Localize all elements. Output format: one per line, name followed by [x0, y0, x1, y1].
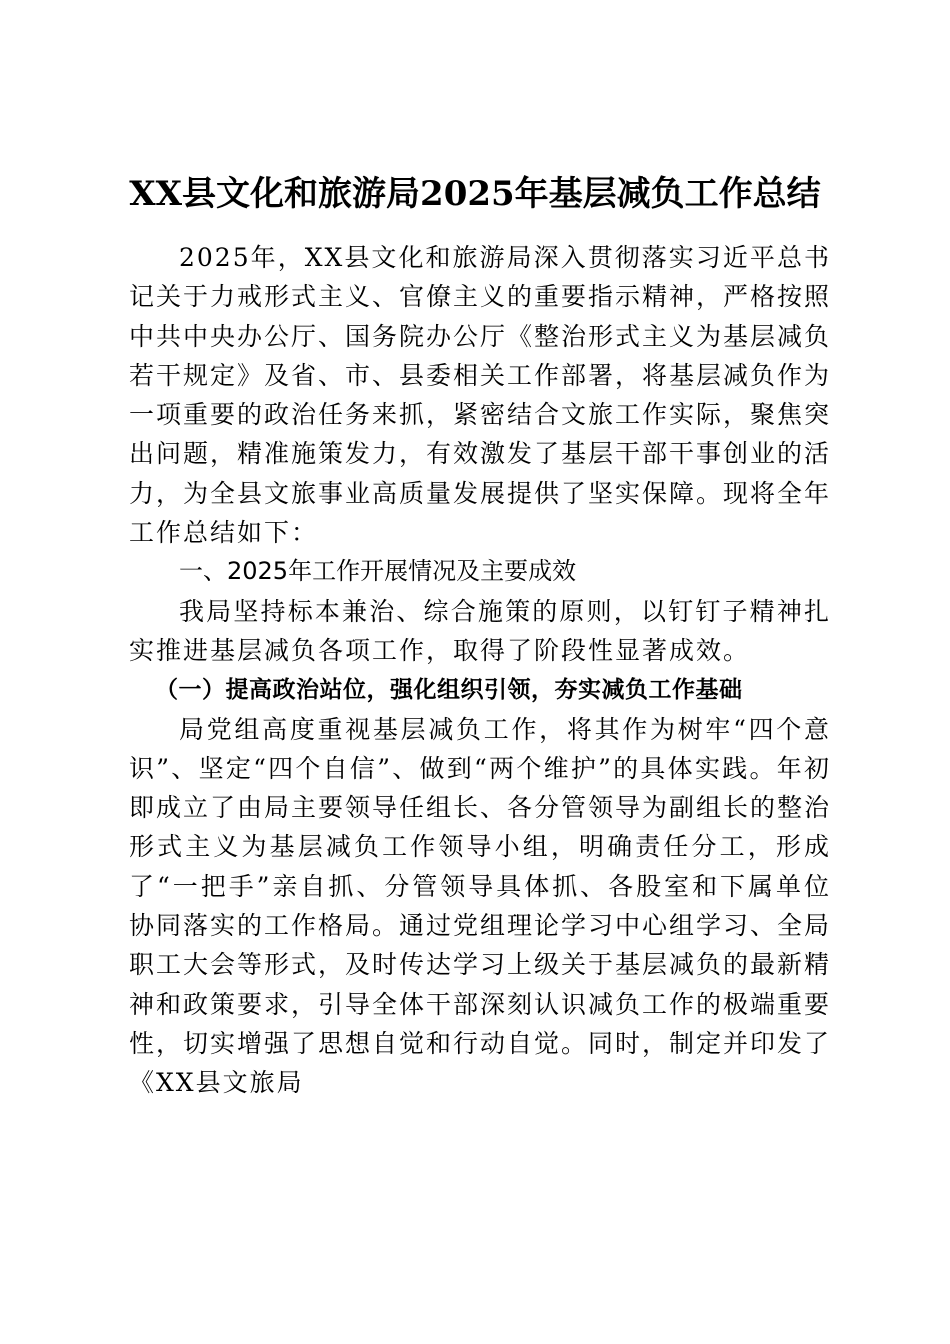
document-title: XX县文化和旅游局2025年基层减负工作总结	[129, 174, 821, 214]
document-body	[129, 238, 831, 1103]
subsection-paragraph: 局党组高度重视基层减负工作，将其作为树牢“四个意识”、坚定“四个自信”、做到“两个维护”的具体实践。年初即成立了由局主要领导任组长、各分管领导为副组长的整治形式主义为基层减负工作领导小组，明确责任分工，形成了“一把手”亲自抓、分管领导具体抓、各股室和下属单位协同落实的工作格局。通过党组理论学习中心组学习、全局职工大会等形式，及时传达学习上级关于基层减负的最新精神和政策要求，引导全体干部深刻认识减负工作的极端重要性，切实增强了思想自觉和行动自觉。同时，制定并印发了《XX县文旅局	[129, 714, 832, 1098]
section-heading: 一、2025年工作开展情况及主要成效	[179, 557, 577, 586]
subsection-heading: （一）提高政治站位，强化组织引领，夯实减负工作基础	[155, 676, 743, 704]
section-intro-paragraph: 我局坚持标本兼治、综合施策的原则，以钉钉子精神扎实推进基层减负各项工作，取得了阶段性显著成效。	[129, 596, 831, 665]
intro-paragraph: 2025年，XX县文化和旅游局深入贯彻落实习近平总书记关于力戒形式主义、官僚主义的重要指示精神，严格按照中共中央办公厅、国务院办公厅《整治形式主义为基层减负若干规定》及省、市、县委相关工作部署，将基层减负作为一项重要的政治任务来抓，紧密结合文旅工作实际，聚焦突出问题，精准施策发力，有效激发了基层干部干事创业的活力，为全县文旅事业高质量发展提供了坚实保障。现将全年工作总结如下：	[129, 243, 832, 548]
